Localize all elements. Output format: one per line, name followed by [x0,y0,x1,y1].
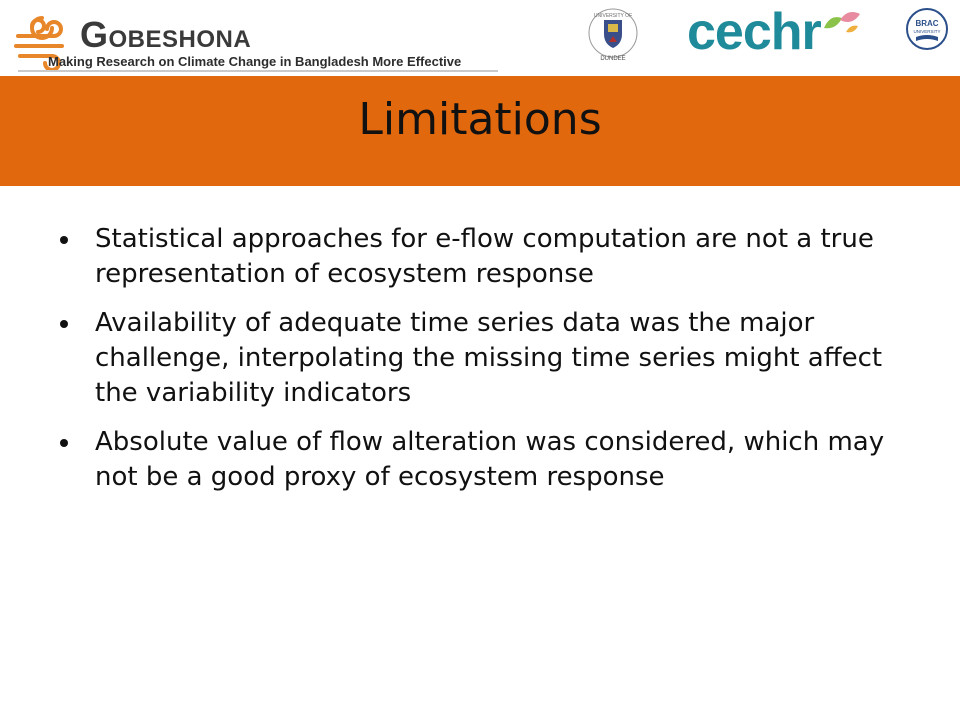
slide-title: Limitations [358,94,602,145]
header-divider [18,70,498,72]
bullet-list [58,222,928,495]
bullet-text: Absolute value of flow alteration was considered, which may not be a good proxy of ecosystem response [95,427,885,492]
brac-line2: UNIVERSITY [913,29,941,34]
title-band [0,76,960,186]
dundee-university-logo-icon [586,6,640,64]
cechr-wordmark: cechr [687,3,821,61]
bullet-item [58,306,928,411]
bullet-text: Availability of adequate time series data was the major challenge, interpolating the missing time series might affect the variability indicators [95,308,883,408]
bullet-text: Statistical approaches for e-flow computation are not a true representation of ecosystem response [95,224,874,289]
gobeshona-wordmark: GOBESHONA [80,14,252,55]
bullet-dot-icon [60,439,68,447]
bullet-item [58,222,928,292]
brac-university-logo-icon [904,6,950,56]
brac-line1: BRAC [915,19,939,28]
dundee-ring-text: UNIVERSITY OF [593,13,633,19]
slide-content [58,222,928,509]
cechr-leaves-icon [820,6,864,46]
bullet-dot-icon [60,236,68,244]
gobeshona-tagline: Making Research on Climate Change in Bangladesh More Effective [48,54,462,69]
bullet-item [58,425,928,495]
dundee-name-text: DUNDEE [600,56,626,62]
slide-header [0,0,960,76]
bullet-dot-icon [60,320,68,328]
